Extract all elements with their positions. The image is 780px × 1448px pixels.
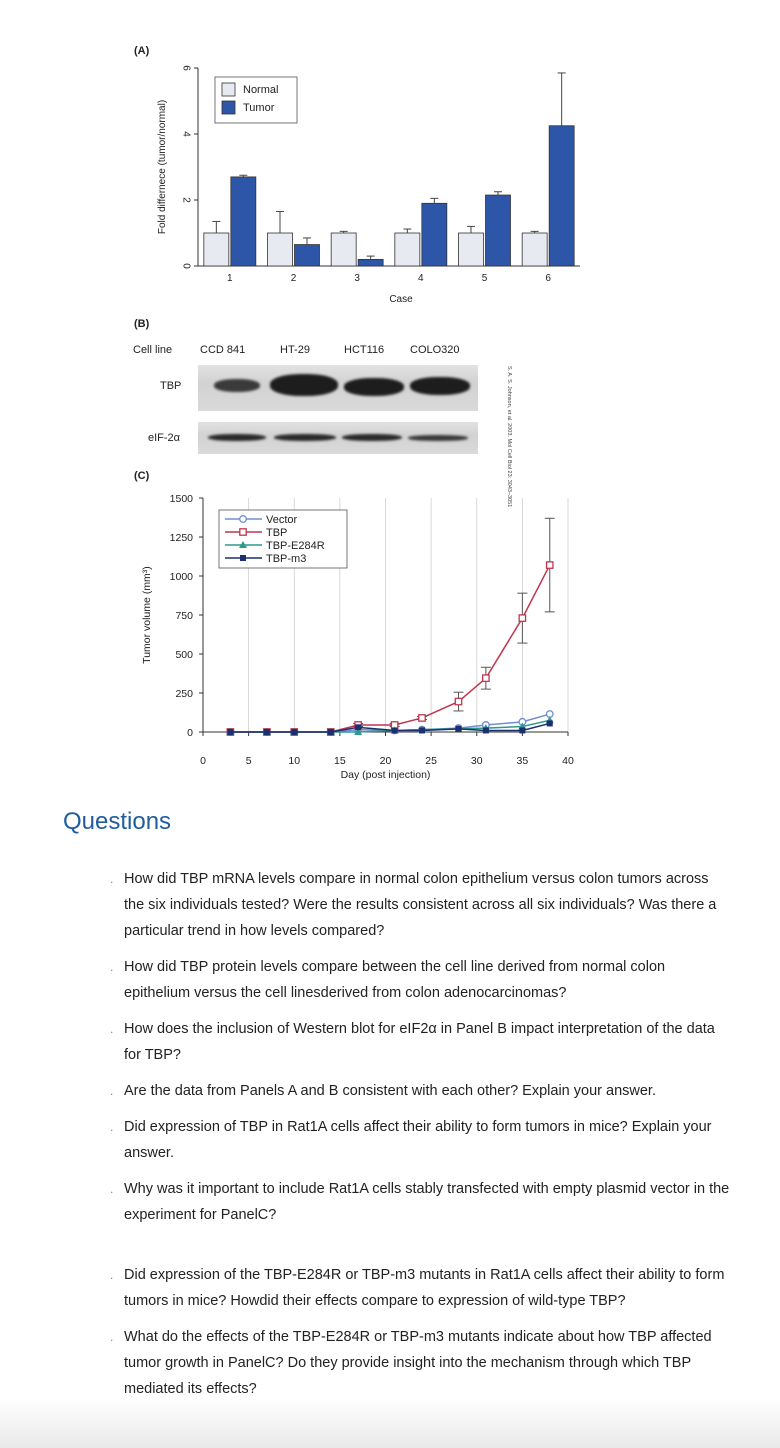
question-text: How did TBP protein levels compare between the cell line derived from normal colon epithelium versus the cell linesderived from colon adenocarcinomas? bbox=[124, 959, 666, 1001]
panel-c-label: (C) bbox=[134, 470, 150, 482]
data-point-tbp-m3 bbox=[519, 727, 525, 733]
question-item bbox=[110, 1114, 730, 1166]
x-axis-title: Case bbox=[389, 294, 413, 305]
x-tick-label: 35 bbox=[516, 755, 529, 767]
data-point-tbp bbox=[419, 715, 425, 721]
y-tick-label: 0 bbox=[187, 727, 193, 739]
x-tick-label: 5 bbox=[481, 273, 488, 284]
questions-list bbox=[110, 866, 730, 1402]
y-tick-label: 2 bbox=[180, 197, 192, 203]
series-line-tbp bbox=[230, 565, 549, 732]
tumor-bar bbox=[549, 126, 574, 266]
panel-c-line-chart bbox=[0, 470, 780, 800]
tumor-bar bbox=[231, 177, 256, 266]
data-point-tbp-m3 bbox=[392, 727, 398, 733]
data-point-tbp bbox=[519, 615, 525, 621]
bullet-icon: . bbox=[110, 960, 114, 974]
x-tick-label: 3 bbox=[354, 273, 360, 284]
question-text: Why was it important to include Rat1A cells stably transfected with empty plasmid vector in the experiment for PanelC? bbox=[124, 1181, 730, 1223]
question-text: Did expression of TBP in Rat1A cells affect their ability to form tumors in mice? Explain your answer. bbox=[124, 1119, 712, 1161]
data-point-tbp-m3 bbox=[264, 729, 270, 735]
question-item bbox=[110, 1078, 730, 1104]
legend-label: TBP bbox=[266, 527, 288, 539]
y-tick-label: 1250 bbox=[169, 532, 193, 544]
panel-a-label: (A) bbox=[134, 45, 150, 57]
tumor-bar bbox=[422, 203, 447, 266]
bullet-icon: . bbox=[110, 1182, 114, 1196]
data-point-tbp-m3 bbox=[419, 727, 425, 733]
x-tick-label: 4 bbox=[418, 273, 424, 284]
data-point-tbp-m3 bbox=[547, 720, 553, 726]
tbp-band-colo320 bbox=[410, 377, 470, 395]
y-tick-label: 4 bbox=[180, 131, 192, 137]
tbp-band-hct116 bbox=[344, 378, 404, 396]
cell-line-ht29: HT-29 bbox=[280, 344, 310, 356]
x-tick-label: 25 bbox=[425, 755, 437, 767]
y-tick-label: 6 bbox=[180, 65, 192, 71]
normal-bar bbox=[204, 233, 229, 266]
x-tick-label: 0 bbox=[200, 755, 206, 767]
cell-line-ccd841: CCD 841 bbox=[200, 344, 246, 356]
x-axis-title: Day (post injection) bbox=[340, 769, 431, 781]
eif2a-blot bbox=[198, 422, 478, 454]
legend-label: TBP-E284R bbox=[266, 540, 325, 552]
tumor-bar bbox=[358, 259, 383, 266]
x-tick-label: 2 bbox=[290, 273, 297, 284]
tbp-band-ccd841 bbox=[214, 379, 260, 392]
legend-label: TBP-m3 bbox=[266, 553, 307, 565]
bullet-icon: . bbox=[110, 1022, 114, 1036]
blot-row-tbp-label: TBP bbox=[160, 380, 182, 392]
x-tick-label: 10 bbox=[288, 755, 301, 767]
bullet-icon: . bbox=[110, 1268, 114, 1282]
data-point-tbp bbox=[240, 529, 246, 535]
question-text: What do the effects of the TBP-E284R or TBP-m3 mutants indicate about how TBP affected tumor growth in PanelC? Do they provide insight into the mechanism through which TBP mediated its effects? bbox=[124, 1329, 712, 1397]
tbp-band-ht29 bbox=[270, 374, 338, 396]
panel-b-label: (B) bbox=[134, 318, 150, 330]
question-text: Did expression of the TBP-E284R or TBP-m3 mutants in Rat1A cells affect their ability to form tumors in mice? Howdid their effects compare to expression of wild-type TBP? bbox=[124, 1267, 725, 1309]
data-point-tbp-m3 bbox=[483, 727, 489, 733]
data-point-tbp-m3 bbox=[240, 555, 246, 561]
blot-row-eif2a-label: eIF-2α bbox=[148, 432, 181, 444]
question-text: Are the data from Panels A and B consistent with each other? Explain your answer. bbox=[124, 1083, 656, 1099]
data-point-tbp-m3 bbox=[456, 726, 462, 732]
question-item bbox=[110, 866, 730, 944]
bullet-icon: . bbox=[110, 1120, 114, 1134]
y-tick-label: 250 bbox=[175, 688, 193, 700]
tbp-blot bbox=[198, 365, 478, 411]
x-tick-label: 1 bbox=[227, 273, 233, 284]
cell-line-label: Cell line bbox=[133, 344, 173, 356]
bottom-fade bbox=[0, 1398, 780, 1448]
data-point-vector bbox=[240, 516, 247, 523]
x-tick-label: 15 bbox=[334, 755, 346, 767]
y-tick-label: 500 bbox=[175, 649, 193, 661]
y-tick-label: 0 bbox=[180, 263, 192, 269]
legend-label: Tumor bbox=[243, 102, 275, 114]
legend-label: Vector bbox=[266, 514, 298, 526]
x-tick-label: 30 bbox=[470, 755, 483, 767]
bullet-icon: . bbox=[110, 872, 114, 886]
bullet-icon: . bbox=[110, 1084, 114, 1098]
question-item bbox=[110, 1176, 730, 1228]
eif2a-band-colo320 bbox=[408, 435, 468, 441]
eif2a-band-hct116 bbox=[342, 434, 402, 441]
question-item bbox=[110, 1016, 730, 1068]
cell-line-colo320: COLO320 bbox=[410, 344, 460, 356]
normal-bar bbox=[522, 233, 547, 266]
legend-swatch bbox=[222, 83, 235, 96]
x-tick-label: 20 bbox=[379, 755, 392, 767]
normal-bar bbox=[331, 233, 356, 266]
legend-swatch bbox=[222, 101, 235, 114]
eif2a-band-ht29 bbox=[274, 434, 336, 441]
y-axis-title: Tumor volume (mm³) bbox=[141, 566, 153, 664]
tumor-bar bbox=[486, 195, 511, 266]
data-point-tbp bbox=[455, 698, 461, 704]
citation-text: S. A. S. Johnson, et al. 2003. Mol Cell Biol 23: 3043–3051 bbox=[506, 366, 512, 508]
x-tick-label: 40 bbox=[562, 755, 574, 767]
question-text: How does the inclusion of Western blot for eIF2α in Panel B impact interpretation of the data for TBP? bbox=[124, 1021, 715, 1063]
data-point-tbp-m3 bbox=[227, 729, 233, 735]
x-tick-label: 6 bbox=[545, 273, 551, 284]
question-item bbox=[110, 1262, 730, 1314]
data-point-tbp-m3 bbox=[328, 729, 334, 735]
question-item bbox=[110, 1324, 730, 1402]
y-axis-title: Fold differnece (tumor/normal) bbox=[157, 99, 168, 235]
normal-bar bbox=[268, 233, 293, 266]
data-point-tbp bbox=[547, 562, 553, 568]
data-point-tbp bbox=[483, 675, 489, 681]
legend-label: Normal bbox=[243, 84, 279, 96]
tumor-bar bbox=[295, 245, 320, 266]
bullet-icon: . bbox=[110, 1330, 114, 1344]
normal-bar bbox=[459, 233, 484, 266]
question-item bbox=[110, 954, 730, 1006]
cell-line-hct116: HCT116 bbox=[344, 344, 385, 356]
eif2a-band-ccd841 bbox=[208, 434, 266, 441]
data-point-tbp-m3 bbox=[291, 729, 297, 735]
y-tick-label: 1000 bbox=[169, 571, 193, 583]
y-tick-label: 750 bbox=[175, 610, 193, 622]
question-text: How did TBP mRNA levels compare in normal colon epithelium versus colon tumors across the six individuals tested? Were the results consistent across all six individuals? Was there a particular trend in how levels compared? bbox=[124, 871, 717, 939]
panel-a-bar-chart bbox=[0, 0, 780, 320]
y-tick-label: 1500 bbox=[169, 493, 193, 505]
x-tick-label: 5 bbox=[245, 755, 252, 767]
data-point-tbp-m3 bbox=[355, 724, 361, 730]
questions-heading: Questions bbox=[63, 808, 172, 835]
normal-bar bbox=[395, 233, 420, 266]
